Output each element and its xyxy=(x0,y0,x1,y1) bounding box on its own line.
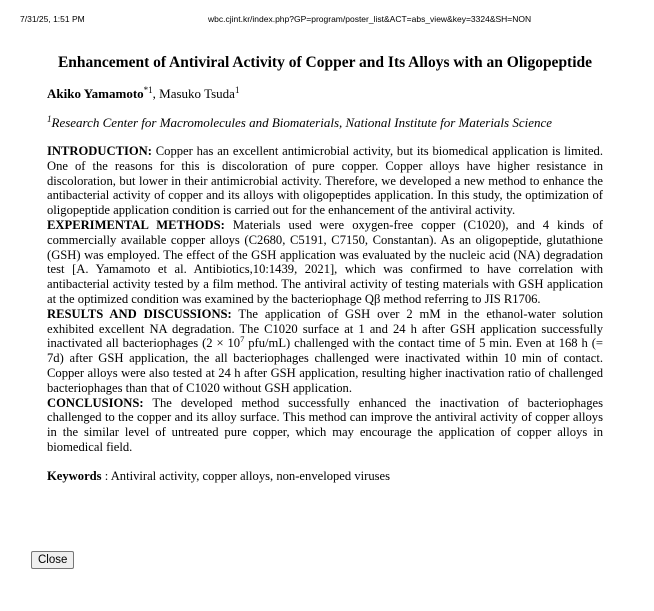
section-introduction xyxy=(47,144,603,218)
author-list xyxy=(47,86,603,102)
section-text: Materials used were oxygen-free copper (C1020), and 4 kinds of commercially available copper alloys (C2680, C5191, C7150, Constantan). As an oligopeptide, glutathione (GSH) was employed. The effect of the GSH application was evaluated by the nucleic acid (NA) degradation test [A. Yamamoto et al. Antibiotics,10:1439, 2021], which was confirmed to have correlation with antibacterial activity tested by a film method. The antiviral activity of testing materials with GSH application at the optimized condition was examined by the bacteriophage Qβ method referring to JIS R1706. xyxy=(47,217,603,306)
section-text: pfu/mL) challenged with the contact time of 5 min. Even at 168 h (= 7d) after GSH application, the all bacteriophages challenged were inactivated within 10 min of contact. Copper alloys were also tested at 24 h after GSH application, resulting higher inactivation ratio of challenged bacteriophages than that of C1020 without GSH application. xyxy=(47,336,603,395)
close-button[interactable]: Close xyxy=(31,551,74,569)
section-text: The developed method successfully enhanced the inactivation of bacteriophages challenged to the copper and its alloy surface. This method can improve the antiviral activity of copper alloys in the similar level of untreated pure copper, which may encourage the application of copper alloys in biomedical field. xyxy=(47,395,604,454)
section-heading: CONCLUSIONS: xyxy=(47,395,144,410)
affiliation-superscript: 1 xyxy=(47,114,52,124)
keywords-separator: : xyxy=(101,468,111,483)
section-conclusions xyxy=(47,396,603,455)
abstract-content xyxy=(47,52,603,484)
exponent: 7 xyxy=(240,334,245,345)
author-name: Akiko Yamamoto xyxy=(47,86,144,101)
section-methods xyxy=(47,218,603,307)
author-separator: , xyxy=(152,86,160,101)
affiliation xyxy=(47,115,603,131)
author-name: Masuko Tsuda xyxy=(159,86,235,101)
print-url: wbc.cjint.kr/index.php?GP=program/poster_list&ACT=abs_view&key=3324&SH=NON xyxy=(208,14,532,24)
abstract-body xyxy=(47,144,603,455)
section-text: Copper has an excellent antimicrobial activity, but its biomedical application is limited. One of the reasons for this is discoloration of pure copper. Copper alloys have higher resistance in discoloration, but lower in their antimicrobial activity. Therefore, we developed a new method to enhance the antibacterial activity of copper and its alloys with oligopeptides application. In this study, the optimization of oligopeptide application condition is carried out for the enhancement of the antiviral activity. xyxy=(47,144,603,218)
keywords-text: Antiviral activity, copper alloys, non-enveloped viruses xyxy=(110,468,391,483)
section-heading: INTRODUCTION: xyxy=(47,144,152,158)
author-superscript: 1 xyxy=(234,85,240,95)
section-results xyxy=(47,307,603,396)
section-heading: RESULTS AND DISCUSSIONS: xyxy=(47,306,232,321)
affiliation-text: Research Center for Macromolecules and Biomaterials, National Institute for Materials Science xyxy=(51,115,553,130)
section-heading: EXPERIMENTAL METHODS: xyxy=(47,217,225,232)
author-superscript: *1 xyxy=(143,85,153,95)
print-header xyxy=(20,14,634,26)
print-datetime: 7/31/25, 1:51 PM xyxy=(20,14,85,24)
keywords xyxy=(47,469,603,484)
paper-title: Enhancement of Antiviral Activity of Copper and Its Alloys with an Oligopeptide xyxy=(57,54,593,71)
section-text: The application of GSH over 2 mM in the ethanol-water solution exhibited excellent NA degradation. The C1020 surface at 1 and 24 h after GSH application successfully inactivated all bacteriophages (2 × 10 xyxy=(47,306,603,351)
keywords-label: Keywords xyxy=(47,468,102,483)
